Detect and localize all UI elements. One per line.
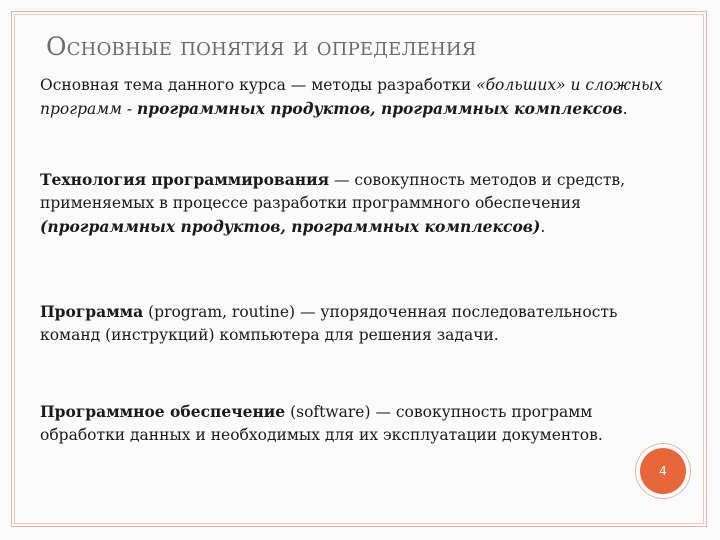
course-topic-end: . xyxy=(622,100,628,118)
course-topic-emphasis: программных продуктов, программных комплексов xyxy=(137,99,623,118)
paragraph-software xyxy=(40,400,680,447)
paragraph-programming-technology xyxy=(40,168,680,239)
course-topic-quoted: «больших» и сложных программ - xyxy=(40,76,663,118)
software-definition: (software) — совокупность программ обработки данных и необходимых для их эксплуатации документов. xyxy=(40,403,603,444)
programming-technology-definition: — совокупность методов и средств, применяемых в процессе разработки программного обеспечения xyxy=(40,171,626,212)
programming-technology-paren: (программных продуктов, программных комплексов) xyxy=(40,217,541,236)
term-software: Программное обеспечение xyxy=(40,402,286,421)
page-number-badge: 4 xyxy=(640,448,686,494)
course-topic-lead: Основная тема данного курса — методы разработки xyxy=(40,76,477,94)
paragraph-course-topic xyxy=(40,74,680,121)
programming-technology-end: . xyxy=(540,218,546,236)
term-program: Программа xyxy=(40,302,144,321)
program-definition: (program, routine) — упорядоченная последовательность команд (инструкций) компьютера для решения задачи. xyxy=(40,303,618,344)
term-programming-technology: Технология программирования xyxy=(40,170,330,189)
paragraph-program xyxy=(40,300,680,347)
slide-title: Основные понятия и определения xyxy=(46,32,477,61)
